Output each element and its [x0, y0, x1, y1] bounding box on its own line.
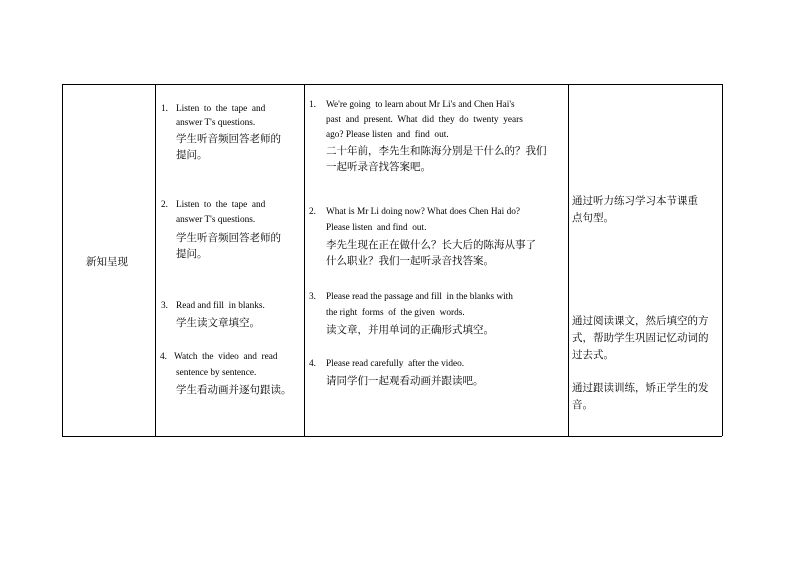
item-text-zh: 学生听音频回答老师的	[176, 232, 281, 244]
purpose-text: 通过听力练习学习本节课重	[572, 195, 698, 207]
item-text-en: ago? Please listen and find out.	[326, 130, 449, 140]
purpose-text: 音。	[572, 399, 593, 411]
item-text-zh: 什么职业？我们一起听录音找答案。	[326, 255, 494, 267]
purpose-text: 式，帮助学生巩固记忆动词的	[572, 332, 709, 344]
purpose-text: 通过阅读课文，然后填空的方	[572, 315, 709, 327]
purpose-text: 通过跟读训练，矫正学生的发	[572, 382, 709, 394]
item-number: 1.	[161, 104, 168, 114]
item-number: 3.	[161, 301, 168, 311]
item-text-zh: 学生看动画并逐句跟读。	[176, 384, 292, 396]
item-text-en: What is Mr Li doing now? What does Chen Hai do?	[326, 207, 520, 217]
item-text-en: Please read the passage and fill in the blanks with	[326, 292, 513, 302]
item-text-en: Listen to the tape and	[176, 200, 266, 210]
item-number: 1.	[309, 100, 316, 110]
item-text-en: answer T's questions.	[176, 215, 256, 225]
item-text-zh: 提问。	[176, 248, 208, 260]
item-text-en: answer T's questions.	[176, 118, 256, 128]
item-text-zh: 学生读文章填空。	[176, 317, 260, 329]
section-label: 新知呈现	[86, 256, 128, 268]
item-number: 4.	[160, 352, 167, 362]
item-number: 4.	[309, 359, 316, 369]
column-divider	[155, 84, 156, 436]
purpose-text: 点句型。	[572, 212, 614, 224]
item-text-en: Please read carefully after the video.	[326, 359, 465, 369]
item-text-zh: 请同学们一起观看动画并跟读吧。	[326, 375, 484, 387]
item-text-en: Listen to the tape and	[176, 104, 266, 114]
item-text-zh: 二十年前，李先生和陈海分别是干什么的？我们	[326, 145, 547, 157]
item-text-en: past and present. What did they do twenty years	[326, 115, 523, 125]
item-number: 2.	[309, 207, 316, 217]
column-divider	[568, 84, 569, 436]
item-text-en: Read and fill in blanks.	[176, 301, 265, 311]
item-text-en: We're going to learn about Mr Li's and Chen Hai's	[326, 100, 515, 110]
item-text-en: sentence by sentence.	[176, 368, 257, 378]
item-number: 3.	[309, 292, 316, 302]
item-text-zh: 李先生现在正在做什么？长大后的陈海从事了	[326, 239, 536, 251]
column-divider	[304, 84, 305, 436]
item-text-zh: 学生听音频回答老师的	[176, 133, 281, 145]
item-number: 2.	[161, 200, 168, 210]
column-divider	[62, 84, 63, 436]
purpose-text: 过去式。	[572, 349, 614, 361]
item-text-zh: 一起听录音找答案吧。	[326, 161, 431, 173]
item-text-en: the right forms of the given words.	[326, 308, 465, 318]
item-text-zh: 读文章，并用单词的正确形式填空。	[326, 324, 494, 336]
column-divider	[722, 84, 723, 436]
item-text-en: Watch the video and read	[174, 352, 278, 362]
item-text-en: Please listen and find out.	[326, 223, 427, 233]
item-text-zh: 提问。	[176, 149, 208, 161]
